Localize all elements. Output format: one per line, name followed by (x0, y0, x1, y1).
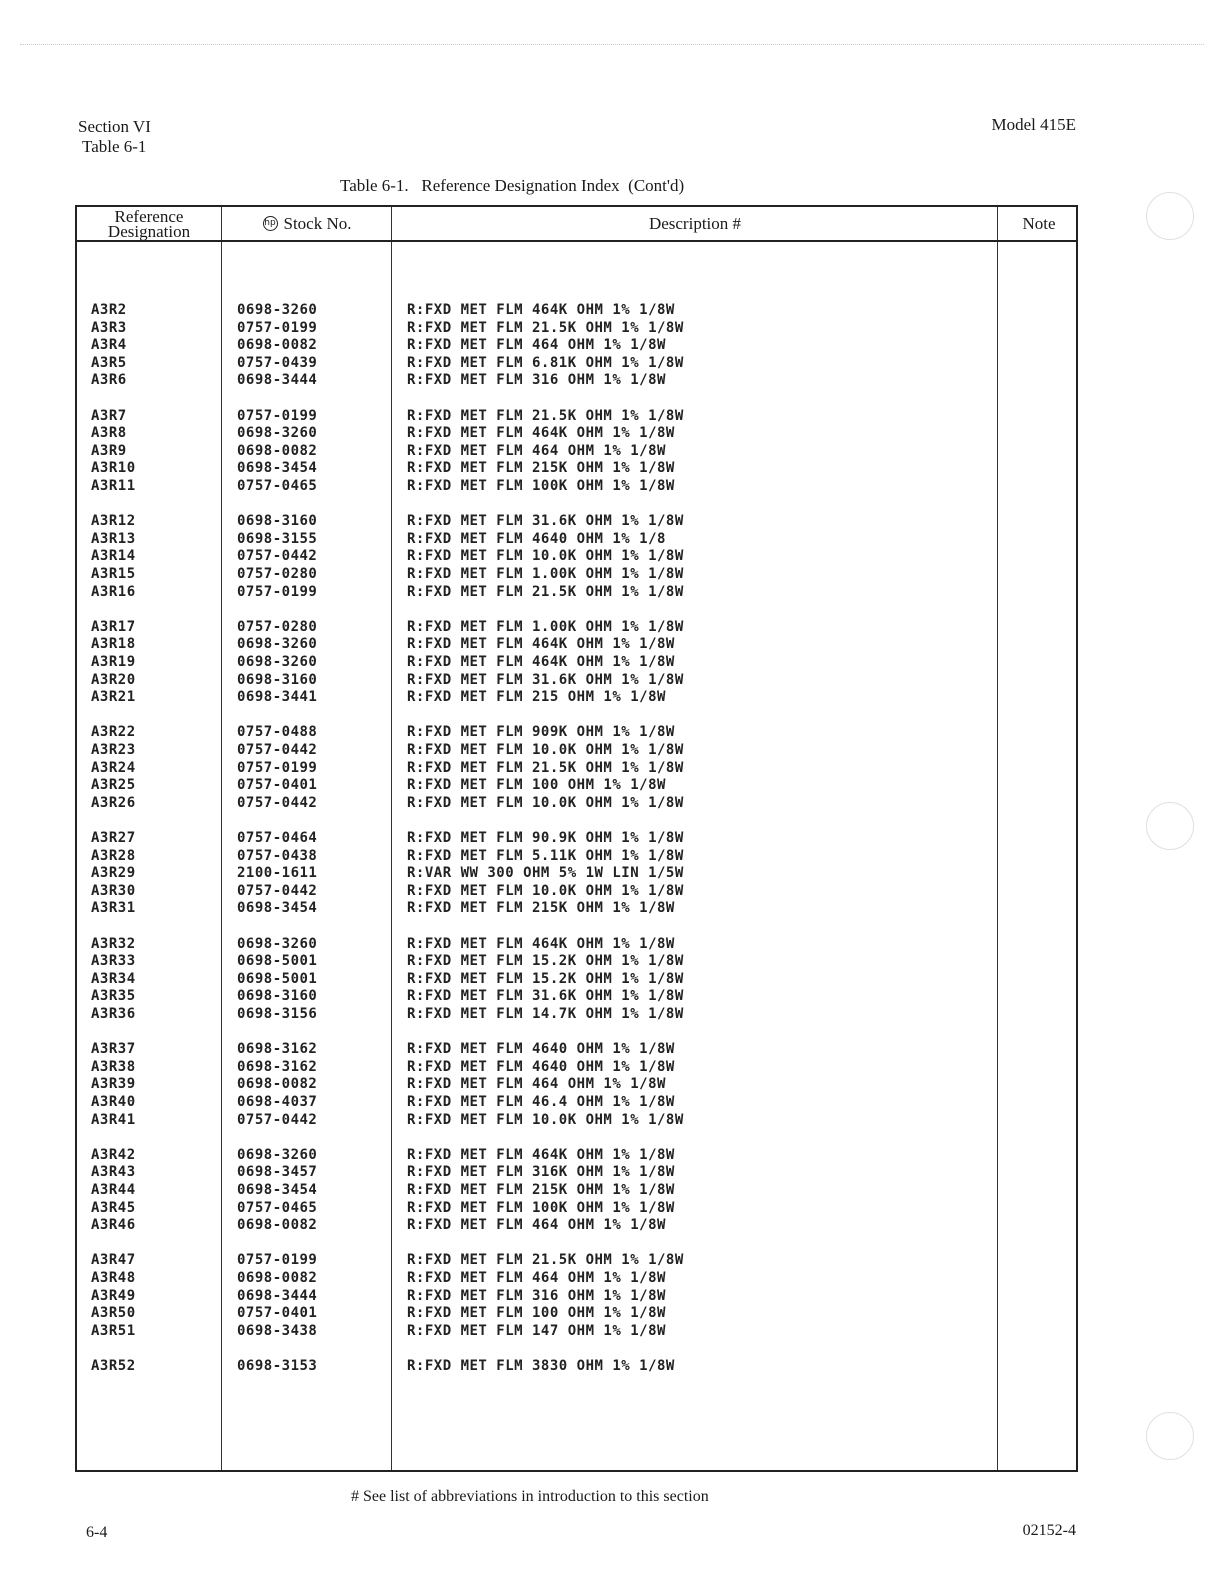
reference-cell: A3R50 (91, 1305, 136, 1322)
reference-cell: A3R10 (91, 460, 136, 477)
description-cell: R:FXD MET FLM 31.6K OHM 1% 1/8W (407, 671, 684, 688)
stock-number-cell: 0698-0082 (237, 337, 318, 354)
description-cell: R:FXD MET FLM 464K OHM 1% 1/8W (407, 1146, 675, 1163)
column-header-note: Note (1022, 214, 1056, 233)
table-row (77, 795, 1077, 813)
reference-cell: A3R43 (91, 1164, 136, 1181)
stock-number-cell: 0698-3260 (237, 425, 318, 442)
stock-number-cell: 0698-3160 (237, 513, 318, 530)
description-cell: R:FXD MET FLM 464 OHM 1% 1/8W (407, 442, 666, 459)
description-cell: R:FXD MET FLM 464K OHM 1% 1/8W (407, 302, 675, 318)
parts-table (75, 205, 1078, 1472)
stock-number-cell: 0757-0439 (237, 354, 318, 371)
reference-cell: A3R28 (91, 847, 136, 864)
stock-number-cell: 0698-3160 (237, 671, 318, 688)
stock-number-cell: 0698-3162 (237, 1041, 318, 1058)
description-cell: R:FXD MET FLM 3830 OHM 1% 1/8W (407, 1358, 675, 1374)
description-cell: R:FXD MET FLM 215K OHM 1% 1/8W (407, 460, 675, 477)
table-row (77, 443, 1077, 461)
stock-number-cell: 0757-0488 (237, 724, 318, 741)
description-cell: R:FXD MET FLM 4640 OHM 1% 1/8W (407, 1041, 675, 1058)
stock-number-cell: 0698-4037 (237, 1094, 318, 1110)
stock-number-cell: 0757-0442 (237, 794, 318, 811)
section-label: Section VI (78, 117, 151, 136)
table-row (77, 1076, 1077, 1094)
table-row (77, 1217, 1077, 1235)
table-row (77, 320, 1077, 338)
description-cell: R:FXD MET FLM 15.2K OHM 1% 1/8W (407, 970, 684, 987)
reference-cell: A3R11 (91, 478, 136, 494)
table-row (77, 988, 1077, 1006)
description-cell: R:FXD MET FLM 10.0K OHM 1% 1/8W (407, 742, 684, 758)
stock-number-cell: 0757-0401 (237, 1305, 318, 1322)
table-row (77, 1288, 1077, 1306)
scan-edge-dots (20, 44, 1204, 45)
reference-cell: A3R13 (91, 530, 136, 547)
description-cell: R:FXD MET FLM 21.5K OHM 1% 1/8W (407, 1252, 684, 1269)
reference-cell: A3R20 (91, 671, 136, 688)
table-row (77, 337, 1077, 355)
stock-number-cell: 0698-3260 (237, 935, 318, 952)
table-row (77, 478, 1077, 496)
description-cell: R:FXD MET FLM 15.2K OHM 1% 1/8W (407, 953, 684, 970)
description-cell: R:FXD MET FLM 21.5K OHM 1% 1/8W (407, 583, 684, 600)
description-cell: R:FXD MET FLM 316K OHM 1% 1/8W (407, 1164, 675, 1181)
description-cell: R:FXD MET FLM 46.4 OHM 1% 1/8W (407, 1094, 675, 1110)
description-cell: R:FXD MET FLM 464K OHM 1% 1/8W (407, 935, 675, 952)
table-row (77, 1252, 1077, 1270)
reference-cell: A3R16 (91, 583, 136, 600)
stock-number-cell: 0698-5001 (237, 953, 318, 970)
column-header-reference (77, 207, 221, 240)
stock-number-cell: 0698-3454 (237, 1182, 318, 1198)
description-cell: R:FXD MET FLM 464 OHM 1% 1/8W (407, 337, 666, 354)
page-number: 6-4 (86, 1524, 108, 1541)
reference-cell: A3R2 (91, 302, 127, 318)
reference-cell: A3R22 (91, 724, 136, 741)
stock-number-cell: 0698-3441 (237, 689, 318, 706)
table-caption: Table 6-1. Reference Designation Index (Cont'd) (340, 176, 685, 195)
description-cell: R:FXD MET FLM 100 OHM 1% 1/8W (407, 1305, 666, 1322)
description-cell: R:FXD MET FLM 100 OHM 1% 1/8W (407, 777, 666, 794)
table-row (77, 900, 1077, 918)
table-row (77, 408, 1077, 426)
stock-number-cell: 0757-0280 (237, 618, 318, 635)
stock-number-cell: 0698-3260 (237, 302, 318, 318)
hp-logo-icon: hp (263, 216, 278, 231)
stock-number-cell: 0757-0465 (237, 1199, 318, 1216)
binder-hole (1146, 192, 1194, 240)
stock-number-cell: 0698-3457 (237, 1164, 318, 1181)
table-row (77, 619, 1077, 637)
stock-number-cell: 0698-3438 (237, 1322, 318, 1339)
table-row (77, 724, 1077, 742)
table-row (77, 513, 1077, 531)
column-header-description: Description # (648, 214, 742, 233)
stock-number-cell: 0698-0082 (237, 442, 318, 459)
reference-cell: A3R14 (91, 548, 136, 565)
reference-cell: A3R39 (91, 1076, 136, 1093)
reference-cell: A3R45 (91, 1199, 136, 1216)
reference-cell: A3R3 (91, 319, 127, 336)
stock-number-cell: 0757-0199 (237, 407, 318, 424)
reference-cell: A3R37 (91, 1041, 136, 1058)
description-cell: R:FXD MET FLM 909K OHM 1% 1/8W (407, 724, 675, 741)
table-row (77, 1094, 1077, 1112)
table-row (77, 1270, 1077, 1288)
column-header-reference-line2: Designation (107, 221, 191, 241)
stock-number-cell: 0757-0464 (237, 830, 318, 846)
stock-number-cell: 0757-0401 (237, 777, 318, 794)
reference-cell: A3R12 (91, 513, 136, 530)
description-cell: R:FXD MET FLM 5.11K OHM 1% 1/8W (407, 847, 684, 864)
stock-number-cell: 0698-3162 (237, 1058, 318, 1075)
table-row (77, 953, 1077, 971)
stock-number-cell: 0698-3260 (237, 654, 318, 670)
reference-cell: A3R17 (91, 618, 136, 635)
table-row (77, 848, 1077, 866)
stock-number-cell: 0698-3156 (237, 1006, 318, 1022)
column-header-stock-label: Stock No. (283, 214, 352, 233)
stock-number-cell: 0757-0465 (237, 478, 318, 494)
reference-cell: A3R51 (91, 1322, 136, 1339)
footnote: # See list of abbreviations in introduction to this section (351, 1488, 709, 1505)
description-cell: R:FXD MET FLM 215K OHM 1% 1/8W (407, 900, 675, 917)
stock-number-cell: 0757-0280 (237, 566, 318, 582)
stock-number-cell: 0757-0442 (237, 1111, 318, 1128)
reference-cell: A3R19 (91, 654, 136, 670)
reference-cell: A3R40 (91, 1094, 136, 1110)
reference-cell: A3R5 (91, 354, 127, 371)
reference-cell: A3R21 (91, 689, 136, 706)
table-row (77, 425, 1077, 443)
reference-cell: A3R6 (91, 372, 127, 389)
reference-cell: A3R18 (91, 636, 136, 653)
stock-number-cell: 0698-3444 (237, 372, 318, 389)
description-cell: R:FXD MET FLM 215K OHM 1% 1/8W (407, 1182, 675, 1198)
stock-number-cell: 0757-0438 (237, 847, 318, 864)
reference-cell: A3R29 (91, 865, 136, 882)
stock-number-cell: 0757-0199 (237, 583, 318, 600)
description-cell: R:FXD MET FLM 21.5K OHM 1% 1/8W (407, 759, 684, 776)
description-cell: R:FXD MET FLM 1.00K OHM 1% 1/8W (407, 566, 684, 582)
description-cell: R:FXD MET FLM 464 OHM 1% 1/8W (407, 1217, 666, 1234)
table-row (77, 1182, 1077, 1200)
reference-cell: A3R52 (91, 1358, 136, 1374)
table-row (77, 936, 1077, 954)
stock-number-cell: 0698-3155 (237, 530, 318, 547)
table-row (77, 1323, 1077, 1341)
table-row (77, 777, 1077, 795)
description-cell: R:FXD MET FLM 215 OHM 1% 1/8W (407, 689, 666, 706)
table-row (77, 584, 1077, 602)
description-cell: R:FXD MET FLM 21.5K OHM 1% 1/8W (407, 407, 684, 424)
stock-number-cell: 0757-0199 (237, 319, 318, 336)
description-cell: R:FXD MET FLM 31.6K OHM 1% 1/8W (407, 988, 684, 1005)
description-cell: R:FXD MET FLM 21.5K OHM 1% 1/8W (407, 319, 684, 336)
description-cell: R:FXD MET FLM 316 OHM 1% 1/8W (407, 372, 666, 389)
description-cell: R:FXD MET FLM 14.7K OHM 1% 1/8W (407, 1006, 684, 1022)
stock-number-cell: 0757-0199 (237, 759, 318, 776)
reference-cell: A3R41 (91, 1111, 136, 1128)
table-row (77, 460, 1077, 478)
reference-cell: A3R15 (91, 566, 136, 582)
description-cell: R:FXD MET FLM 464K OHM 1% 1/8W (407, 654, 675, 670)
reference-cell: A3R35 (91, 988, 136, 1005)
description-cell: R:FXD MET FLM 100K OHM 1% 1/8W (407, 1199, 675, 1216)
table-label: Table 6-1 (82, 137, 147, 156)
description-cell: R:FXD MET FLM 147 OHM 1% 1/8W (407, 1322, 666, 1339)
header-rule (77, 240, 1076, 242)
table-row (77, 302, 1077, 320)
stock-number-cell: 0757-0442 (237, 742, 318, 758)
reference-cell: A3R25 (91, 777, 136, 794)
table-row (77, 1112, 1077, 1130)
description-cell: R:FXD MET FLM 316 OHM 1% 1/8W (407, 1287, 666, 1304)
table-row (77, 548, 1077, 566)
reference-cell: A3R36 (91, 1006, 136, 1022)
table-row (77, 689, 1077, 707)
table-row (77, 830, 1077, 848)
reference-cell: A3R23 (91, 742, 136, 758)
table-row (77, 1305, 1077, 1323)
description-cell: R:FXD MET FLM 90.9K OHM 1% 1/8W (407, 830, 684, 846)
reference-cell: A3R26 (91, 794, 136, 811)
stock-number-cell: 0698-3153 (237, 1358, 318, 1374)
reference-cell: A3R24 (91, 759, 136, 776)
reference-cell: A3R38 (91, 1058, 136, 1075)
table-row (77, 654, 1077, 672)
description-cell: R:FXD MET FLM 31.6K OHM 1% 1/8W (407, 513, 684, 530)
description-cell: R:FXD MET FLM 10.0K OHM 1% 1/8W (407, 794, 684, 811)
description-cell: R:FXD MET FLM 10.0K OHM 1% 1/8W (407, 1111, 684, 1128)
stock-number-cell: 0698-3260 (237, 1146, 318, 1163)
table-row (77, 883, 1077, 901)
binder-hole (1146, 802, 1194, 850)
column-header-stock (223, 207, 391, 240)
stock-number-cell: 0698-3260 (237, 636, 318, 653)
description-cell: R:FXD MET FLM 1.00K OHM 1% 1/8W (407, 618, 684, 635)
stock-number-cell: 0698-3454 (237, 460, 318, 477)
stock-number-cell: 0698-5001 (237, 970, 318, 987)
table-row (77, 672, 1077, 690)
reference-cell: A3R8 (91, 425, 127, 442)
reference-cell: A3R47 (91, 1252, 136, 1269)
stock-number-cell: 0698-0082 (237, 1076, 318, 1093)
table-row (77, 355, 1077, 373)
reference-cell: A3R34 (91, 970, 136, 987)
table-row (77, 1200, 1077, 1218)
table-row (77, 1358, 1077, 1376)
reference-cell: A3R33 (91, 953, 136, 970)
description-cell: R:FXD MET FLM 10.0K OHM 1% 1/8W (407, 548, 684, 565)
reference-cell: A3R9 (91, 442, 127, 459)
description-cell: R:FXD MET FLM 464K OHM 1% 1/8W (407, 425, 675, 442)
document-number: 02152-4 (1022, 1522, 1076, 1539)
table-row (77, 971, 1077, 989)
description-cell: R:FXD MET FLM 6.81K OHM 1% 1/8W (407, 354, 684, 371)
table-row (77, 865, 1077, 883)
reference-cell: A3R27 (91, 830, 136, 846)
description-cell: R:FXD MET FLM 464 OHM 1% 1/8W (407, 1076, 666, 1093)
table-row (77, 531, 1077, 549)
model-label: Model 415E (991, 115, 1076, 134)
stock-number-cell: 0698-3454 (237, 900, 318, 917)
description-cell: R:FXD MET FLM 4640 OHM 1% 1/8 (407, 530, 666, 547)
stock-number-cell: 0698-3444 (237, 1287, 318, 1304)
stock-number-cell: 0757-0442 (237, 882, 318, 899)
column-header-reference-line1: Reference (114, 206, 184, 226)
description-cell: R:FXD MET FLM 10.0K OHM 1% 1/8W (407, 882, 684, 899)
stock-number-cell: 0757-0442 (237, 548, 318, 565)
description-cell: R:FXD MET FLM 464 OHM 1% 1/8W (407, 1270, 666, 1286)
stock-number-cell: 0698-0082 (237, 1217, 318, 1234)
reference-cell: A3R31 (91, 900, 136, 917)
reference-cell: A3R30 (91, 882, 136, 899)
reference-cell: A3R46 (91, 1217, 136, 1234)
table-row (77, 1147, 1077, 1165)
description-cell: R:FXD MET FLM 100K OHM 1% 1/8W (407, 478, 675, 494)
table-row (77, 1164, 1077, 1182)
stock-number-cell: 0757-0199 (237, 1252, 318, 1269)
stock-number-cell: 0698-0082 (237, 1270, 318, 1286)
description-cell: R:VAR WW 300 OHM 5% 1W LIN 1/5W (407, 865, 684, 882)
reference-cell: A3R7 (91, 407, 127, 424)
table-row (77, 1041, 1077, 1059)
reference-cell: A3R49 (91, 1287, 136, 1304)
table-row (77, 1059, 1077, 1077)
table-row (77, 760, 1077, 778)
reference-cell: A3R4 (91, 337, 127, 354)
reference-cell: A3R48 (91, 1270, 136, 1286)
stock-number-cell: 0698-3160 (237, 988, 318, 1005)
reference-cell: A3R44 (91, 1182, 136, 1198)
table-row (77, 372, 1077, 390)
description-cell: R:FXD MET FLM 4640 OHM 1% 1/8W (407, 1058, 675, 1075)
table-row (77, 636, 1077, 654)
reference-cell: A3R32 (91, 935, 136, 952)
reference-cell: A3R42 (91, 1146, 136, 1163)
table-row (77, 566, 1077, 584)
description-cell: R:FXD MET FLM 464K OHM 1% 1/8W (407, 636, 675, 653)
stock-number-cell: 2100-1611 (237, 865, 318, 882)
table-row (77, 742, 1077, 760)
table-row (77, 1006, 1077, 1024)
binder-hole (1146, 1412, 1194, 1460)
